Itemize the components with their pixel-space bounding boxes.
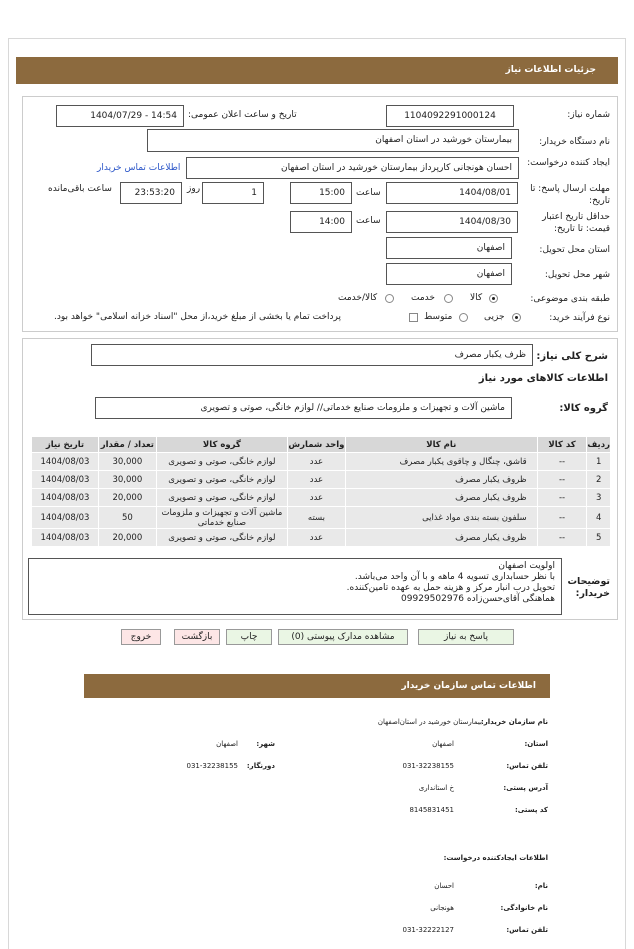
attachments-button[interactable]: مشاهده مدارک پیوستی (0): [278, 629, 408, 645]
goods-group-label: گروه کالا:: [559, 403, 608, 414]
cell-qty: 50: [98, 507, 156, 529]
goods-group-field: ماشین آلات و تجهیزات و ملزومات صنایع خدماتی// لوازم خانگی، صوتی و تصویری: [95, 397, 512, 419]
deadline-time-label: ساعت: [356, 188, 381, 198]
creator-phone-label: تلفن تماس:: [506, 926, 548, 934]
creator-label: ایجاد کننده درخواست:: [527, 158, 610, 168]
cell-row: 3: [587, 489, 611, 507]
cell-code: --: [537, 453, 587, 471]
process-option-minor: جزیی: [484, 312, 505, 322]
contact-postal: 8145831451: [409, 806, 454, 814]
cell-unit: عدد: [288, 529, 346, 547]
notes-line: با نظر حسابداری تسویه 4 ماهه و با آن واحد می‌باشد.: [354, 572, 555, 582]
notes-line: هماهنگی آقای‌حسن‌زاده 09929502976: [401, 594, 555, 604]
contact-address-label: آدرس پستی:: [503, 784, 548, 792]
cell-name: سلفون بسته بندی مواد غذایی: [345, 507, 537, 529]
back-button[interactable]: بازگشت: [174, 629, 220, 645]
creator-info-title: اطلاعات ایجادکننده درخواست:: [443, 854, 548, 862]
notes-line: اولویت اصفهان: [498, 561, 555, 571]
cell-date: 1404/08/03: [32, 507, 99, 529]
table-header-row: [32, 437, 611, 453]
validity-label: حداقل تاریخ اعتبار قیمت: تا تاریخ:: [542, 212, 610, 234]
validity-time-field: 14:00: [290, 211, 352, 233]
remaining-label: ساعت باقی‌مانده: [48, 184, 112, 194]
contact-org: بیمارستان خورشید در استان‌اصفهان: [377, 718, 482, 726]
cell-unit: عدد: [288, 489, 346, 507]
deadline-time-field: 15:00: [290, 182, 352, 204]
col-unit: واحد شمارش: [288, 437, 346, 453]
cell-unit: عدد: [288, 453, 346, 471]
announce-field: 1404/07/29 - 14:54: [56, 105, 184, 127]
page-title: جزئیات اطلاعات نیاز: [16, 57, 618, 84]
process-option-medium: متوسط: [424, 312, 453, 322]
cell-row: 5: [587, 529, 611, 547]
buyer-org-field: بیمارستان خورشید در استان اصفهان: [147, 129, 519, 152]
cell-qty: 30,000: [98, 471, 156, 489]
cell-code: --: [537, 489, 587, 507]
cell-row: 2: [587, 471, 611, 489]
contact-postal-label: کد پستی:: [514, 806, 548, 814]
contact-org-label: نام سازمان خریدار:: [480, 718, 548, 726]
cell-date: 1404/08/03: [32, 471, 99, 489]
category-option-goods: کالا: [470, 293, 483, 303]
summary-label: شرح کلی نیاز:: [536, 351, 608, 362]
cell-qty: 20,000: [98, 489, 156, 507]
cell-name: ظروف یکبار مصرف: [345, 529, 537, 547]
category-option-both: کالا/خدمت: [338, 293, 378, 303]
payment-note: پرداخت تمام یا بخشی از مبلغ خرید،از محل "اسناد خزانه اسلامی" خواهد بود.: [54, 312, 342, 322]
province-label: استان محل تحویل:: [539, 245, 610, 255]
cell-unit: بسته: [288, 507, 346, 529]
cell-date: 1404/08/03: [32, 453, 99, 471]
deadline-label: مهلت ارسال پاسخ: تا تاریخ:: [530, 184, 610, 206]
notes-line: تحویل درب انبار مرکز و هزینه حمل به عهده تامین‌کننده.: [346, 583, 555, 593]
table-row: [32, 453, 611, 471]
print-button[interactable]: چاپ: [226, 629, 272, 645]
contact-title: اطلاعات تماس سازمان خریدار: [84, 674, 550, 698]
contact-fax: 031-32238155: [186, 762, 238, 770]
need-number-field: 1104092291000124: [386, 105, 514, 127]
need-number-label: شماره نیاز:: [567, 110, 610, 120]
city-field: اصفهان: [386, 263, 512, 285]
cell-code: --: [537, 471, 587, 489]
contact-province-label: استان:: [524, 740, 548, 748]
cell-code: --: [537, 529, 587, 547]
cell-qty: 20,000: [98, 529, 156, 547]
exit-button[interactable]: خروج: [121, 629, 161, 645]
notes-label: توضیحات خریدار:: [567, 576, 610, 599]
cell-qty: 30,000: [98, 453, 156, 471]
creator-family: هونجانی: [430, 904, 454, 912]
cell-name: قاشق، چنگال و چاقوی یکبار مصرف: [345, 453, 537, 471]
cell-row: 4: [587, 507, 611, 529]
summary-field: ظرف یکبار مصرف: [91, 344, 533, 366]
contact-city: اصفهان: [216, 740, 238, 748]
table-row: [32, 471, 611, 489]
validity-date-field: 1404/08/30: [386, 211, 518, 233]
deadline-date-field: 1404/08/01: [386, 182, 518, 204]
items-table: [31, 436, 611, 547]
col-code: کد کالا: [537, 437, 587, 453]
creator-name-label: نام:: [534, 882, 548, 890]
city-label: شهر محل تحویل:: [544, 270, 610, 280]
cell-group: ماشین آلات و تجهیزات و ملزومات صنایع خدماتی: [156, 507, 287, 529]
cell-date: 1404/08/03: [32, 529, 99, 547]
treasury-checkbox[interactable]: [409, 313, 418, 322]
contact-city-label: شهر:: [256, 740, 275, 748]
col-group: گروه کالا: [156, 437, 287, 453]
validity-time-label: ساعت: [356, 216, 381, 226]
cell-unit: عدد: [288, 471, 346, 489]
announce-label: تاریخ و ساعت اعلان عمومی:: [188, 110, 297, 120]
notes-box: [28, 558, 562, 615]
creator-field: احسان هونجانی کارپرداز بیمارستان خورشید در استان اصفهان: [186, 157, 519, 179]
category-label: طبقه بندی موضوعی:: [530, 294, 610, 304]
process-radio-minor[interactable]: [512, 313, 521, 322]
cell-row: 1: [587, 453, 611, 471]
cell-name: ظروف یکبار مصرف: [345, 471, 537, 489]
creator-family-label: نام خانوادگی:: [500, 904, 548, 912]
contact-address: خ استانداری: [418, 784, 454, 792]
days-left-field: 1: [202, 182, 264, 204]
category-radio-goods[interactable]: [489, 294, 498, 303]
col-qty: تعداد / مقدار: [98, 437, 156, 453]
remaining-time-field: 23:53:20: [120, 182, 182, 204]
creator-name: احسان: [434, 882, 454, 890]
col-name: نام کالا: [345, 437, 537, 453]
buyer-contact-link[interactable]: اطلاعات تماس خریدار: [97, 163, 181, 173]
cell-group: لوازم خانگی، صوتی و تصویری: [156, 471, 287, 489]
col-row: ردیف: [587, 437, 611, 453]
cell-group: لوازم خانگی، صوتی و تصویری: [156, 529, 287, 547]
creator-phone: 031-32222127: [402, 926, 454, 934]
process-label: نوع فرآیند خرید:: [549, 313, 610, 323]
province-field: اصفهان: [386, 237, 512, 259]
cell-code: --: [537, 507, 587, 529]
contact-province: اصفهان: [432, 740, 454, 748]
category-radio-both[interactable]: [385, 294, 394, 303]
process-radio-medium[interactable]: [459, 313, 468, 322]
contact-phone-label: تلفن تماس:: [506, 762, 548, 770]
cell-name: ظروف یکبار مصرف: [345, 489, 537, 507]
goods-info-title: اطلاعات کالاهای مورد نیاز: [478, 373, 608, 384]
reply-button[interactable]: پاسخ به نیاز: [418, 629, 514, 645]
col-date: تاریخ نیاز: [32, 437, 99, 453]
table-row: [32, 507, 611, 529]
table-row: [32, 489, 611, 507]
category-option-service: خدمت: [411, 293, 435, 303]
table-row: [32, 529, 611, 547]
contact-fax-label: دورنگار:: [246, 762, 275, 770]
cell-group: لوازم خانگی، صوتی و تصویری: [156, 489, 287, 507]
buyer-org-label: نام دستگاه خریدار:: [539, 137, 610, 147]
category-radio-service[interactable]: [444, 294, 453, 303]
cell-group: لوازم خانگی، صوتی و تصویری: [156, 453, 287, 471]
contact-phone: 031-32238155: [402, 762, 454, 770]
day-label: روز: [187, 184, 201, 194]
cell-date: 1404/08/03: [32, 489, 99, 507]
